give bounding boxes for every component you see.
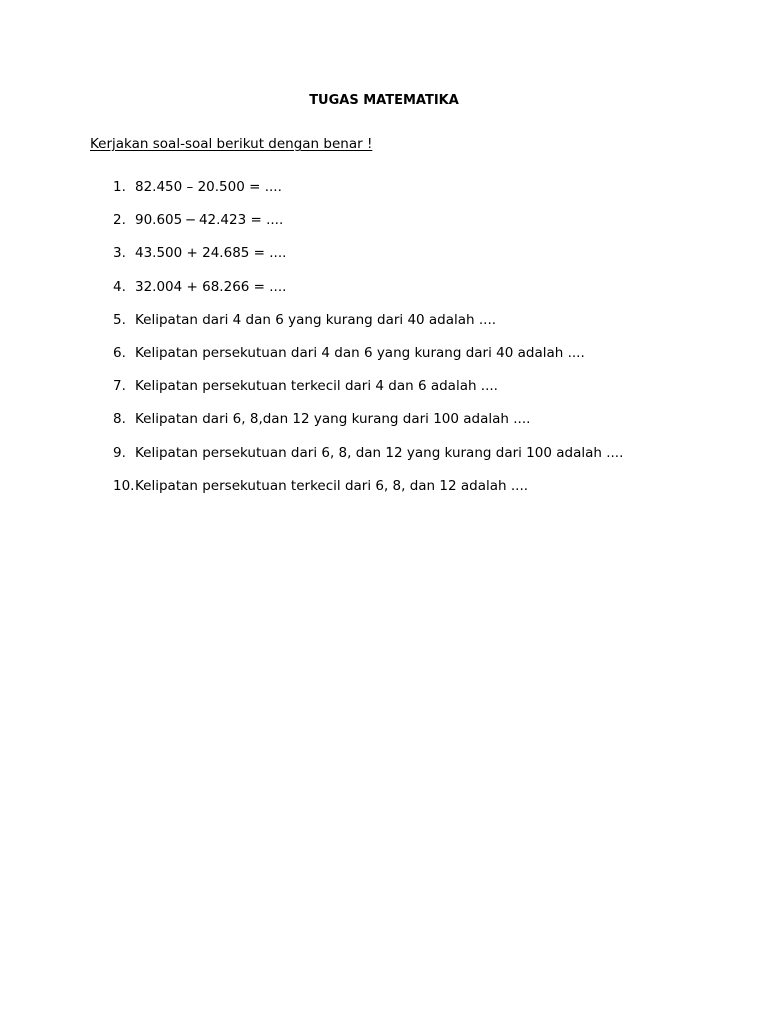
question-text: Kelipatan persekutuan terkecil dari 4 dan 6 adalah .... <box>135 378 498 395</box>
question-number: 3. <box>113 245 126 262</box>
question-number: 1. <box>113 179 126 195</box>
instruction-text: Kerjakan soal-soal berikut dengan benar ! <box>90 136 373 152</box>
question-number: 5. <box>113 311 126 328</box>
question-number: 2. <box>113 212 126 229</box>
question-text: 90.605 − 42.423 = .... <box>135 212 284 229</box>
question-number: 8. <box>113 411 126 428</box>
question-text: 82.450 – 20.500 = .... <box>135 179 282 195</box>
question-number: 9. <box>113 444 126 461</box>
question-text: Kelipatan dari 4 dan 6 yang kurang dari 40 adalah .... <box>135 311 497 328</box>
question-number: 7. <box>113 378 126 395</box>
question-number: 4. <box>113 278 126 295</box>
question-text: 32.004 + 68.266 = .... <box>135 278 287 295</box>
question-text: Kelipatan persekutuan terkecil dari 6, 8, dan 12 adalah .... <box>135 477 529 494</box>
question-text: 43.500 + 24.685 = .... <box>135 245 287 262</box>
question-text: Kelipatan persekutuan dari 4 dan 6 yang kurang dari 40 adalah .... <box>135 344 585 361</box>
question-number: 10. <box>113 477 135 494</box>
document-title: TUGAS MATEMATIKA <box>309 93 459 108</box>
question-number: 6. <box>113 344 126 361</box>
question-text: Kelipatan dari 6, 8,dan 12 yang kurang dari 100 adalah .... <box>135 411 531 428</box>
question-text: Kelipatan persekutuan dari 6, 8, dan 12 yang kurang dari 100 adalah .... <box>135 444 624 461</box>
